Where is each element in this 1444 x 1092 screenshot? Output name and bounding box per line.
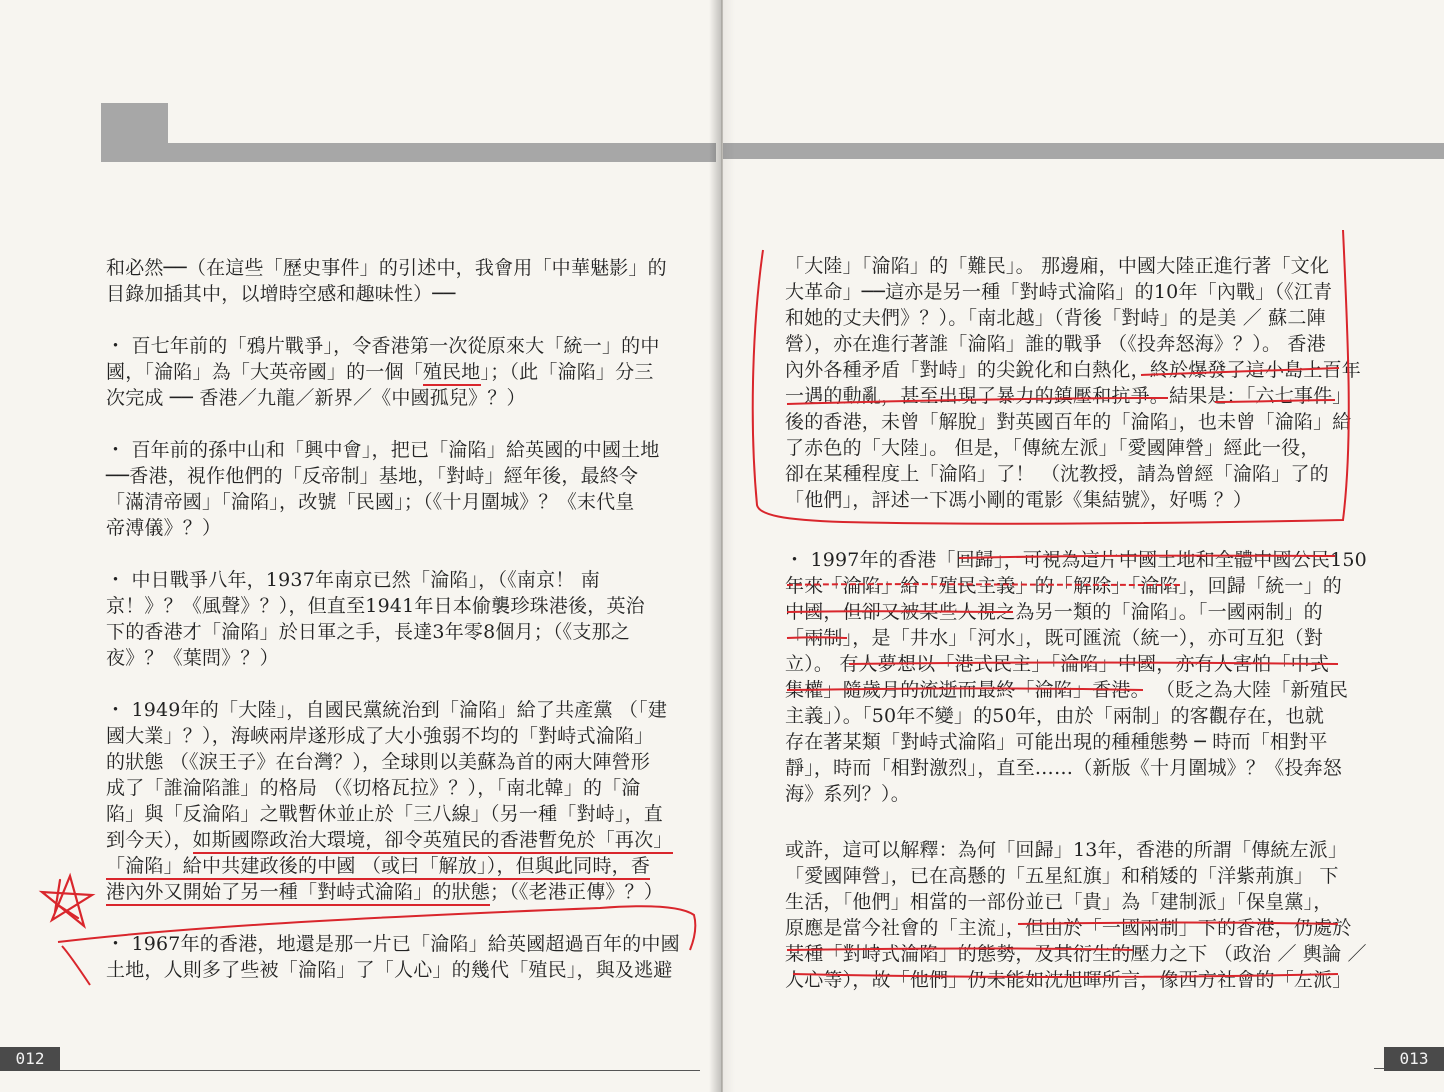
left-page — [0, 0, 721, 1092]
text-line: 下的香港才「淪陷」於日軍之手，長達3年零8個月；（《支那之 — [106, 621, 630, 643]
text-line: 生活，「他們」相當的一部份並已「貴」為「建制派」「保皇黨」， — [785, 891, 1333, 913]
text-line: 主義」）。「50年不變」的50年，由於「兩制」的客觀存在，也就 — [785, 705, 1325, 727]
text-line: 次完成 ── 香港／九龍／新界／《中國孤兒》？） — [106, 387, 526, 409]
text-line: ・ 百七年前的「鴉片戰爭」，令香港第一次從原來大「統一」的中 — [106, 335, 660, 357]
text-line: 一遇的動亂，甚至出現了暴力的鎮壓和抗爭。結果是：「六七事件」 — [785, 385, 1352, 407]
text-line: ・ 1997年的香港「回歸」，可視為這片中國土地和全體中國公民150 — [785, 549, 1367, 571]
star-scribble-icon — [42, 876, 92, 926]
text-line: ・ 中日戰爭八年，1937年南京已然「淪陷」，（《南京！ 南 — [106, 569, 600, 591]
text-line: 土地，人則多了些被「淪陷」了「人心」的幾代「殖民」，與及逃避 — [106, 959, 673, 981]
text-line: 原應是當今社會的「主流」，但由於「一國兩制」下的香港，仍處於 — [785, 917, 1352, 939]
text-line: 夜》？《葉問》？） — [106, 647, 279, 669]
text-line: 內外各種矛盾「對峙」的尖銳化和白熱化，終於爆發了這小島上百年 — [785, 359, 1362, 381]
right-page-body — [785, 253, 1367, 993]
text-line: 國，「淪陷」為「大英帝國」的一個「殖民地」；（此「淪陷」分三 — [106, 359, 680, 385]
text-line: ──香港，視作他們的「反帝制」基地，「對峙」經年後，最終令 — [106, 465, 639, 487]
text-line: 「兩制」，是「井水」「河水」，既可匯流（統一），亦可互犯（對 — [785, 627, 1324, 649]
text-line: 了赤色的「大陸」。 但是，「傳統左派」「愛國陣營」經此一役， — [785, 437, 1320, 459]
left-page-body — [106, 255, 680, 983]
text-line: 立）。 有人夢想以「港式民主」「淪陷」中國，亦有人害怕「中式 — [785, 653, 1330, 675]
text-line: 大革命」──這亦是另一種「對峙式淪陷」的10年「內戰」（《江青 — [785, 281, 1333, 303]
text-line: 京！》？《風聲》？），但直至1941年日本偷襲珍珠港後，英治 — [106, 595, 645, 617]
text-line: 陷」與「反淪陷」之戰暫休並止於「三八線」（另一種「對峙」，直 — [106, 803, 664, 825]
text-line: 的狀態 （《淚王子》在台灣？），全球則以美蘇為首的兩大陣營形 — [106, 751, 651, 773]
chapter-header-bar — [101, 143, 716, 162]
text-line: 成了「誰淪陷誰」的格局 （《切格瓦拉》？），「南北韓」的「淪 — [106, 777, 641, 799]
text-line: 「他們」，評述一下馮小剛的電影《集結號》，好嗎 ？） — [785, 489, 1253, 511]
text-line: 卻在某種程度上「淪陷」了！ （沈教授，請為曾經「淪陷」了的 — [785, 463, 1329, 485]
text-line: 海》系列？）。 — [785, 783, 910, 805]
text-line: ・ 1967年的香港，地還是那一片已「淪陷」給英國超過百年的中國 — [106, 933, 680, 955]
annotated-text: 港內外又開始了另一種「對峙式淪陷」的狀態 — [106, 881, 490, 906]
text-line: 中國，但卻又被某些人視之為另一類的「淪陷」。「一國兩制」的 — [785, 601, 1323, 623]
text-line: ・ 1949年的「大陸」，自國民黨統治到「淪陷」給了共產黨 （「建 — [106, 699, 668, 721]
text-line: 目錄加插其中，以增時空感和趣味性）── — [106, 283, 456, 305]
page-number: 012 — [0, 1047, 60, 1071]
text-line: 人心等），故「他們」仍未能如沈旭暉所言，像西方社會的「左派」 — [785, 969, 1352, 991]
text-line: 或許，這可以解釋：為何「回歸」13年，香港的所謂「傳統左派」 — [785, 839, 1348, 861]
annotated-text: 殖民地 — [423, 361, 481, 386]
text-line: 「滿清帝國」「淪陷」，改號「民國」；（《十月圍城》？《末代皇 — [106, 491, 635, 513]
text-line: 「大陸」「淪陷」的「難民」。 那邊廂，中國大陸正進行著「文化 — [785, 255, 1330, 277]
text-line: 港內外又開始了另一種「對峙式淪陷」的狀態；（《老港正傳》？） — [106, 879, 680, 905]
right-page — [723, 0, 1444, 1092]
annotated-text: 「淪陷」給中共建政後的中國 （或曰「解放」），但與此同時，香 — [106, 855, 650, 880]
text-line: 存在著某類「對峙式淪陷」可能出現的種種態勢 ─ 時而「相對平 — [785, 731, 1328, 753]
text-line: 和她的丈夫們》？）。「南北越」（背後「對峙」的是美 ／ 蘇二陣 — [785, 307, 1326, 329]
text-line: 某種「對峙式淪陷」的態勢，及其衍生的壓力之下 （政治 ／ 輿論 ／ — [785, 943, 1367, 965]
text-line: 國大業」？），海峽兩岸遂形成了大小強弱不均的「對峙式淪陷」 — [106, 725, 654, 747]
chapter-header-bar — [723, 143, 1444, 159]
annotated-text: 如斯國際政治大環境，卻令英殖民的香港暫免於「再次」 — [193, 829, 673, 854]
text-line — [106, 853, 680, 879]
text-line: 靜」，時而「相對激烈」，直至……（新版《十月圍城》？《投奔怒 — [785, 757, 1343, 779]
page-number: 013 — [1384, 1047, 1444, 1071]
text-line: 營），亦在進行著誰「淪陷」誰的戰爭 （《投奔怒海》？）。 香港 — [785, 333, 1326, 355]
text-line: 「愛國陣營」，已在高懸的「五星紅旗」和稍矮的「洋紫荊旗」 下 — [785, 865, 1339, 887]
text-line: 後的香港，未曾「解脫」對英國百年的「淪陷」，也未曾「淪陷」給 — [785, 411, 1352, 433]
text-line: 到今天），如斯國際政治大環境，卻令英殖民的香港暫免於「再次」 — [106, 827, 680, 853]
text-line: 和必然──（在這些「歷史事件」的引述中，我會用「中華魅影」的 — [106, 257, 667, 279]
text-line: 帝溥儀》？） — [106, 517, 222, 539]
text-line: ・ 百年前的孫中山和「興中會」，把已「淪陷」給英國的中國土地 — [106, 439, 660, 461]
text-line: 集權」隨歲月的流逝而最終「淪陷」香港。 （貶之為大陸「新殖民 — [785, 679, 1349, 701]
text-line: 年來「淪陷」給「殖民主義」的「解除」「淪陷」，回歸「統一」的 — [785, 575, 1343, 597]
